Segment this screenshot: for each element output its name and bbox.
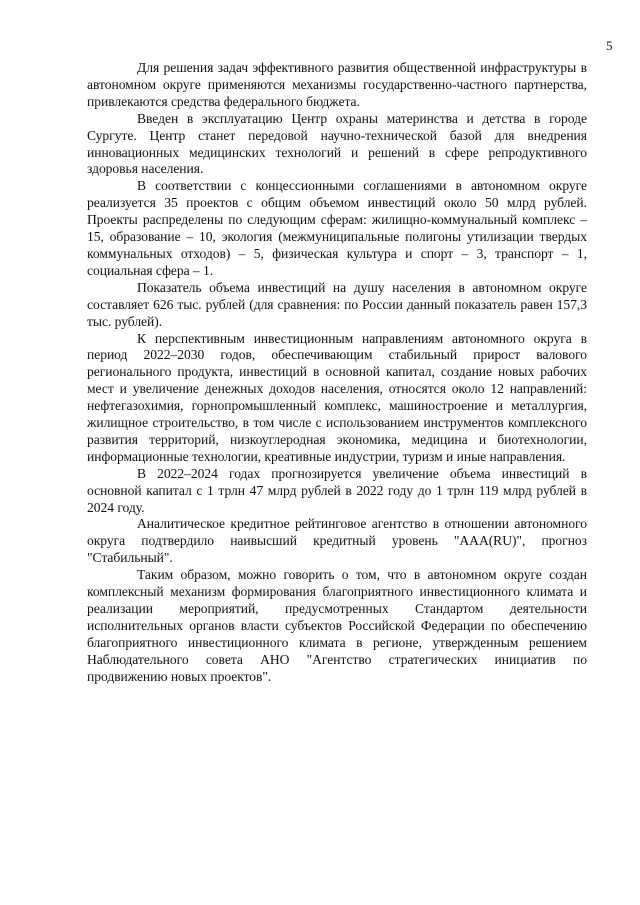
paragraph-investment-forecast: В 2022–2024 годах прогнозируется увеличение объема инвестиций в основной капитал с 1 трлн 47 млрд рублей в 2022 году до 1 трлн 119 млрд рублей в 2024 году. [87, 465, 587, 515]
paragraph-credit-rating: Аналитическое кредитное рейтинговое агентство в отношении автономного округа подтвердило наивысший кредитный уровень "ААА(RU)", прогноз "Стабильный". [87, 516, 587, 566]
page-number: 5 [606, 38, 613, 53]
paragraph-maternity-center: Введен в эксплуатацию Центр охраны материнства и детства в городе Сургуте. Центр станет передовой научно-технической базой для внедрения инновационных медицинских технологий и решений в сфере репродуктивного здоровья населения. [87, 110, 587, 177]
paragraph-concession-projects: В соответствии с концессионными соглашениями в автономном округе реализуется 35 проектов с общим объемом инвестиций около 50 млрд рублей. Проекты распределены по следующим сферам: жилищно-коммунальный комплекс – 15, образование – 10, экология (межмуниципальные полигоны утилизации твердых коммунальных отходов) – 5, физическая культура и спорт – 3, транспорт – 1, социальная сфера – 1. [87, 178, 587, 278]
paragraph-conclusion: Таким образом, можно говорить о том, что в автономном округе создан комплексный механизм формирования благоприятного инвестиционного климата и реализации мероприятий, предусмотренных Стандартом деятельности исполнительных органов власти субъектов Российской Федерации по обеспечению благоприятного инвестиционного климата в регионе, утвержденным решением Наблюдательного совета АНО "Агентство стратегических инициатив по продвижению новых проектов". [87, 567, 587, 684]
paragraph-infrastructure: Для решения задач эффективного развития общественной инфраструктуры в автономном округе применяются механизмы государственно-частного партнерства, привлекаются средства федерального бюджета. [87, 60, 587, 109]
paragraph-investment-per-capita: Показатель объема инвестиций на душу населения в автономном округе составляет 626 тыс. рублей (для сравнения: по России данный показатель равен 157,3 тыс. рублей). [87, 279, 587, 329]
document-body [87, 60, 587, 686]
paragraph-investment-directions: К перспективным инвестиционным направлениям автономного округа в период 2022–2030 годов, обеспечивающим стабильный прирост валового регионального продукта, инвестиций в основной капитал, создание новых рабочих мест и увеличение денежных доходов населения, относятся около 12 направлений: нефтегазохимия, горнопромышленный комплекс, машиностроение и металлургия, жилищное строительство, в том числе с использованием инструментов комплексного развития территорий, низкоуглеродная экономика, медицина и биотехнологии, информационные технологии, креативные индустрии, туризм и иные направления. [87, 330, 587, 464]
